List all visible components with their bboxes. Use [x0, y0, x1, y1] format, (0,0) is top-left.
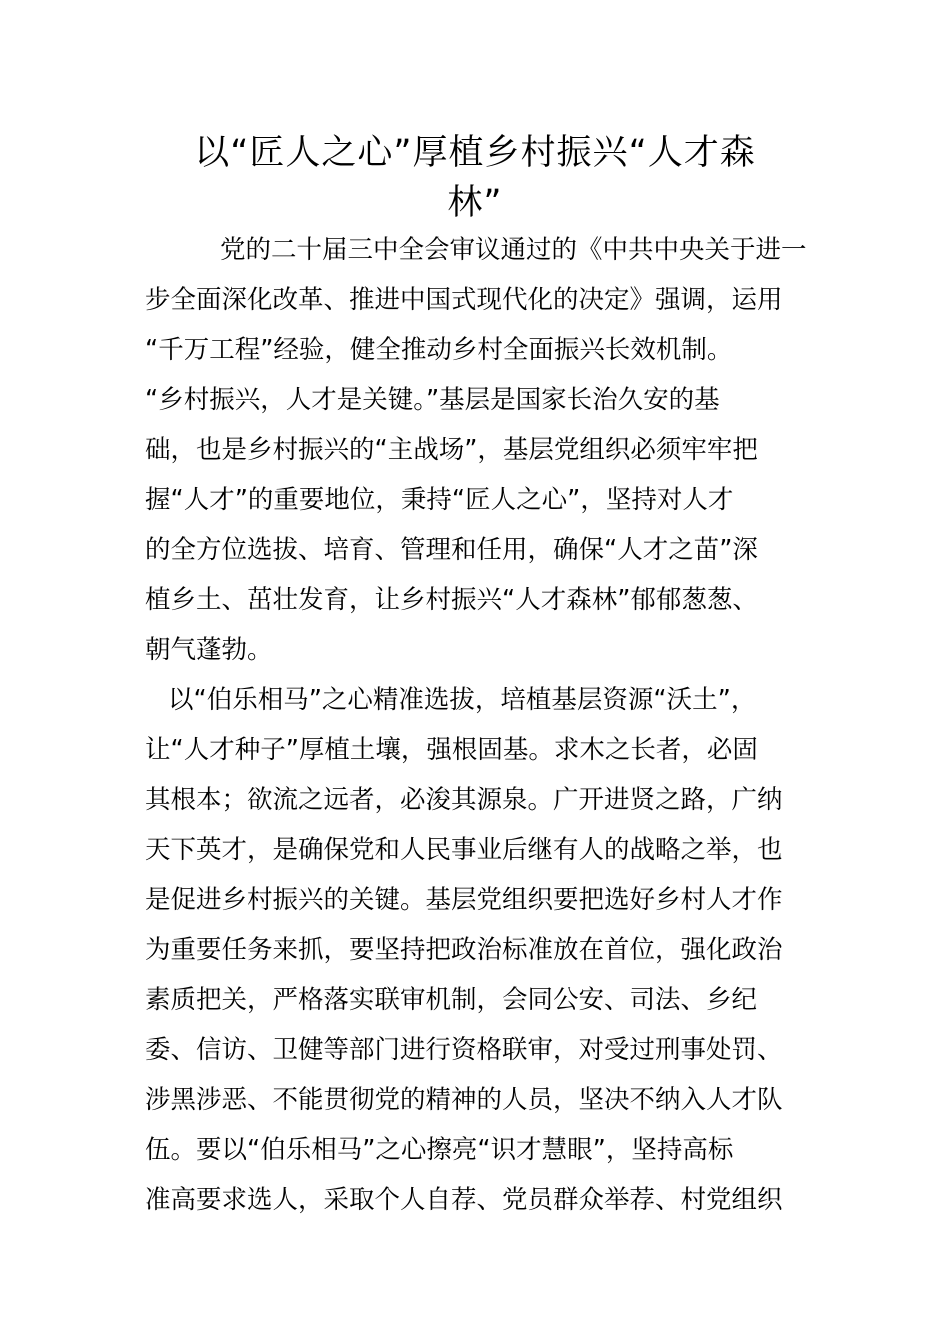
text-line: 伍。要以“伯乐相马”之心擦亮“识才慧眼”，坚持高标	[145, 1135, 734, 1165]
text-line: 让“人才种子”厚植土壤，强根固基。求木之长者，必固	[145, 735, 758, 765]
title-line-2: 林”	[447, 183, 503, 223]
text-line: 委、信访、卫健等部门进行资格联审，对受过刑事处罚、	[145, 1035, 783, 1065]
text-line: 党的二十届三中全会审议通过的《中共中央关于进一	[220, 235, 807, 265]
text-line: “千万工程”经验，健全推动乡村全面振兴长效机制。	[145, 335, 733, 365]
text-line: 为重要任务来抓，要坚持把政治标准放在首位，强化政治	[145, 935, 783, 965]
text-line: 其根本；欲流之远者，必浚其源泉。广开进贤之路，广纳	[145, 785, 783, 815]
text-line: 的全方位选拔、培育、管理和任用，确保“人才之苗”深	[145, 535, 758, 565]
text-line: 天下英才，是确保党和人民事业后继有人的战略之举，也	[145, 835, 783, 865]
text-line: 步全面深化改革、推进中国式现代化的决定》强调，运用	[145, 285, 783, 315]
text-line: 是促进乡村振兴的关键。基层党组织要把选好乡村人才作	[145, 885, 783, 915]
text-line: 植乡土、茁壮发育，让乡村振兴“人才森林”郁郁葱葱、	[145, 585, 758, 615]
text-line: “乡村振兴，人才是关键。”基层是国家长治久安的基	[145, 385, 720, 415]
text-line: 素质把关，严格落实联审机制，会同公安、司法、乡纪	[145, 985, 758, 1015]
text-line: 握“人才”的重要地位，秉持“匠人之心”，坚持对人才	[145, 485, 734, 515]
document-title	[140, 128, 810, 228]
text-line: 准高要求选人，采取个人自荐、党员群众举荐、村党组织	[145, 1185, 783, 1215]
text-line: 础，也是乡村振兴的“主战场”，基层党组织必须牢牢把	[145, 435, 758, 465]
text-line: 以“伯乐相马”之心精准选拔，培植基层资源“沃土”，	[168, 685, 757, 715]
title-line-1: 以“匠人之心”厚植乡村振兴“人才森	[194, 133, 756, 173]
text-line: 朝气蓬勃。	[145, 635, 273, 665]
text-line: 涉黑涉恶、不能贯彻党的精神的人员，坚决不纳入人才队	[145, 1085, 783, 1115]
